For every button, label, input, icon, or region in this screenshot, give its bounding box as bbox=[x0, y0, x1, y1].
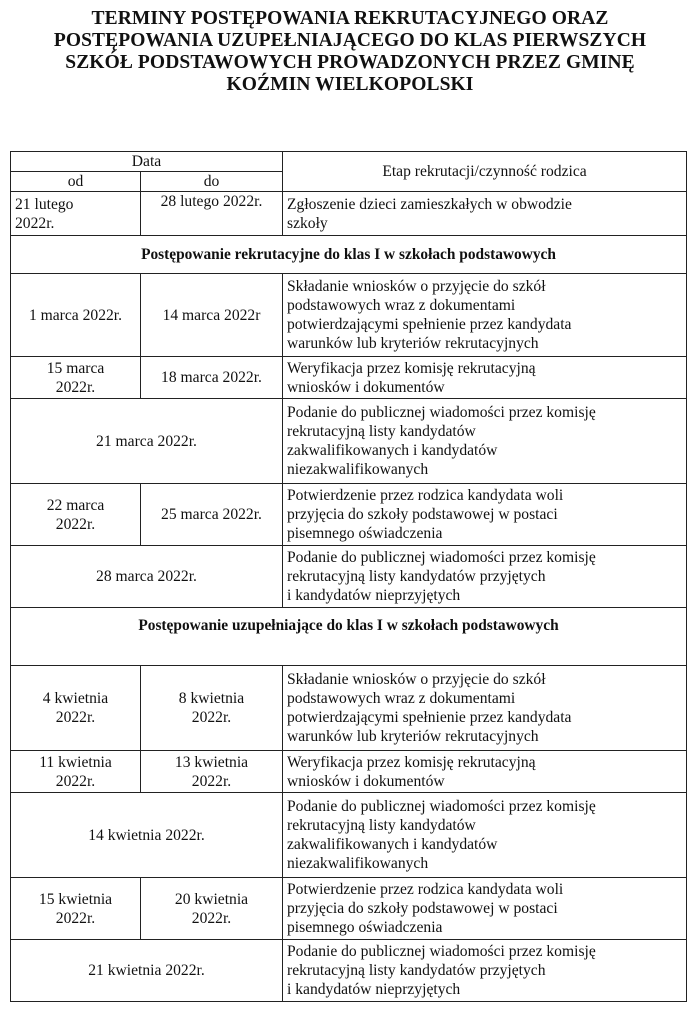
date-to: 20 kwietnia 2022r. bbox=[141, 878, 283, 940]
section-heading: Postępowanie rekrutacyjne do klas I w szkołach podstawowych bbox=[11, 236, 687, 274]
stage-text: Weryfikacja przez komisję rekrutacyjną wniosków i dokumentów bbox=[283, 357, 687, 399]
stage-text: Zgłoszenie dzieci zamieszkałych w obwodzie szkoły bbox=[283, 192, 687, 236]
document-title bbox=[30, 8, 670, 96]
table-row bbox=[11, 940, 687, 1002]
date-from: 15 kwietnia 2022r. bbox=[11, 878, 141, 940]
title-line: SZKÓŁ PODSTAWOWYCH PROWADZONYCH PRZEZ GMINĘ bbox=[65, 52, 635, 73]
table-row bbox=[11, 357, 687, 399]
stage-text: Podanie do publicznej wiadomości przez komisję rekrutacyjną listy kandydatów przyjętych i kandydatów nieprzyjętych bbox=[283, 940, 687, 1002]
section-heading: Postępowanie uzupełniające do klas I w szkołach podstawowych bbox=[11, 608, 687, 666]
date-single: 28 marca 2022r. bbox=[11, 546, 283, 608]
date-single: 21 marca 2022r. bbox=[11, 399, 283, 484]
table-row bbox=[11, 274, 687, 357]
date-to: 28 lutego 2022r. bbox=[141, 192, 283, 236]
date-from: 11 kwietnia 2022r. bbox=[11, 751, 141, 793]
table-row bbox=[11, 484, 687, 546]
header-etap: Etap rekrutacji/czynność rodzica bbox=[283, 152, 687, 192]
stage-text: Składanie wniosków o przyjęcie do szkół podstawowych wraz z dokumentami potwierdzającymi spełnienie przez kandydata warunków lub kryteriów rekrutacyjnych bbox=[283, 666, 687, 751]
section-row bbox=[11, 608, 687, 666]
date-single: 14 kwietnia 2022r. bbox=[11, 793, 283, 878]
date-to: 18 marca 2022r. bbox=[141, 357, 283, 399]
table-row bbox=[11, 399, 687, 484]
header-do: do bbox=[141, 172, 283, 192]
header-data: Data bbox=[11, 152, 283, 172]
header-row bbox=[11, 152, 687, 172]
stage-text: Potwierdzenie przez rodzica kandydata woli przyjęcia do szkoły podstawowej w postaci pisemnego oświadczenia bbox=[283, 878, 687, 940]
title-line: POSTĘPOWANIA UZUPEŁNIAJĄCEGO DO KLAS PIERWSZYCH bbox=[53, 30, 647, 51]
date-to: 25 marca 2022r. bbox=[141, 484, 283, 546]
stage-text: Podanie do publicznej wiadomości przez komisję rekrutacyjną listy kandydatów zakwalifikowanych i kandydatów niezakwalifikowanych bbox=[283, 793, 687, 878]
table-row bbox=[11, 793, 687, 878]
table-row bbox=[11, 878, 687, 940]
table-row bbox=[11, 546, 687, 608]
date-from: 1 marca 2022r. bbox=[11, 274, 141, 357]
stage-text: Podanie do publicznej wiadomości przez komisję rekrutacyjną listy kandydatów przyjętych i kandydatów nieprzyjętych bbox=[283, 546, 687, 608]
stage-text: Weryfikacja przez komisję rekrutacyjną wniosków i dokumentów bbox=[283, 751, 687, 793]
title-line: KOŹMIN WIELKOPOLSKI bbox=[226, 74, 474, 95]
date-single: 21 kwietnia 2022r. bbox=[11, 940, 283, 1002]
date-from: 15 marca 2022r. bbox=[11, 357, 141, 399]
table-row bbox=[11, 666, 687, 751]
date-to: 8 kwietnia 2022r. bbox=[141, 666, 283, 751]
title-line: TERMINY POSTĘPOWANIA REKRUTACYJNEGO ORAZ bbox=[91, 8, 609, 29]
table-row bbox=[11, 192, 687, 236]
date-from: 4 kwietnia 2022r. bbox=[11, 666, 141, 751]
date-to: 14 marca 2022r bbox=[141, 274, 283, 357]
date-to: 13 kwietnia 2022r. bbox=[141, 751, 283, 793]
header-od: od bbox=[11, 172, 141, 192]
date-from: 21 lutego 2022r. bbox=[11, 192, 141, 236]
stage-text: Podanie do publicznej wiadomości przez komisję rekrutacyjną listy kandydatów zakwalifikowanych i kandydatów niezakwalifikowanych bbox=[283, 399, 687, 484]
stage-text: Potwierdzenie przez rodzica kandydata woli przyjęcia do szkoły podstawowej w postaci pisemnego oświadczenia bbox=[283, 484, 687, 546]
schedule-table bbox=[10, 151, 687, 1002]
stage-text: Składanie wniosków o przyjęcie do szkół podstawowych wraz z dokumentami potwierdzającymi spełnienie przez kandydata warunków lub kryteriów rekrutacyjnych bbox=[283, 274, 687, 357]
table-row bbox=[11, 751, 687, 793]
section-row bbox=[11, 236, 687, 274]
date-from: 22 marca 2022r. bbox=[11, 484, 141, 546]
